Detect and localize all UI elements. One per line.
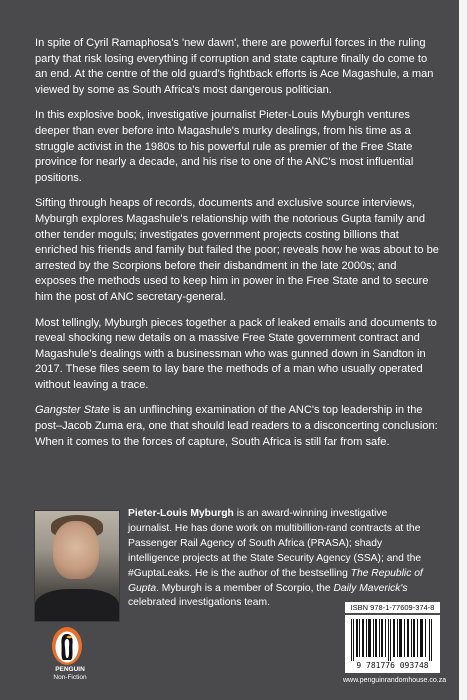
- imprint-label: [40, 666, 100, 682]
- author-bio: [128, 507, 433, 611]
- author-shirt: [35, 589, 119, 622]
- blurb-paragraph-1: In spite of Cyril Ramaphosa's 'new dawn', there are powerful forces in the ruling party that risk losing everything if corruption and state capture finally do come to an end. At the centre of the old guard's fightback efforts is Ace Magashule, a man viewed by some as South Africa's most dangerous politician.: [35, 37, 434, 96]
- bio-text-3: celebrated investigations team.: [128, 597, 270, 609]
- author-face: [53, 521, 99, 579]
- bio-book-title: The Republic of Gupta: [128, 567, 423, 594]
- blurb-paragraph-3: Sifting through heaps of records, documents and exclusive source interviews, Myburgh explores Magashule's relationship with the notorious Gupta family and other tender moguls; investigates government projects costing billions that enriched his friends and family but failed the poor; reveals how he was about to be arrested by the Scorpions before their disbandment in the late 2000s; and exposes the methods used to keep him in power in the Free State and to secure him the post of ANC secretary-general.: [35, 197, 439, 303]
- isbn-label: ISBN 978-1-77609-374-8: [345, 602, 440, 613]
- blurb-paragraph-2: In this explosive book, investigative journalist Pieter-Louis Myburgh ventures deeper than ever before into Magashule's murky dealings, from his time as a struggle activist in the 1980s to his powerful rule as premier of the Free State province for nearly a decade, and his rise to one of the ANC's most influential positions.: [35, 109, 414, 184]
- author-name: Pieter-Louis Myburgh: [128, 508, 234, 519]
- barcode-digits: 9 781776 093748: [345, 661, 440, 670]
- blurb-paragraph-5: [35, 403, 440, 450]
- blurb-paragraph-4: Most tellingly, Myburgh pieces together a pack of leaked emails and documents to reveal shocking new details on a massive Free State government contract and Magashule's dealings with a businessman who was gunned down in Sandton in 2017. These files seem to lay bare the methods of a man who usually operated without leaving a trace.: [35, 316, 437, 391]
- imprint-category: Non-Fiction: [53, 674, 87, 681]
- blurb-paragraph-5-text: is an unflinching examination of the ANC's top leadership in the post–Jacob Zuma era, one that should lead readers to a disconcerting conclusion: When it comes to the forces of capture, South Africa is still far from safe.: [35, 404, 438, 448]
- penguin-logo-icon: [51, 626, 83, 666]
- imprint-brand: PENGUIN: [55, 666, 85, 673]
- blurb: [35, 36, 440, 460]
- publisher-url: www.penguinrandomhouse.co.za: [343, 677, 447, 684]
- book-title: Gangster State: [35, 404, 110, 417]
- bio-text-1: is an award-winning investigative journalist. He has done work on multibillion-rand contracts at the Passenger Rail Agency of South Africa (PRASA); shady intelligence projects at the State Security Agency (SSA); and the #GuptaLeaks. He is the author of the bestselling: [128, 508, 422, 579]
- bio-text-2: . Myburgh is a member of Scorpio, the: [156, 582, 334, 594]
- author-photo: [34, 510, 120, 622]
- bio-publication: Daily Maverick's: [333, 582, 408, 594]
